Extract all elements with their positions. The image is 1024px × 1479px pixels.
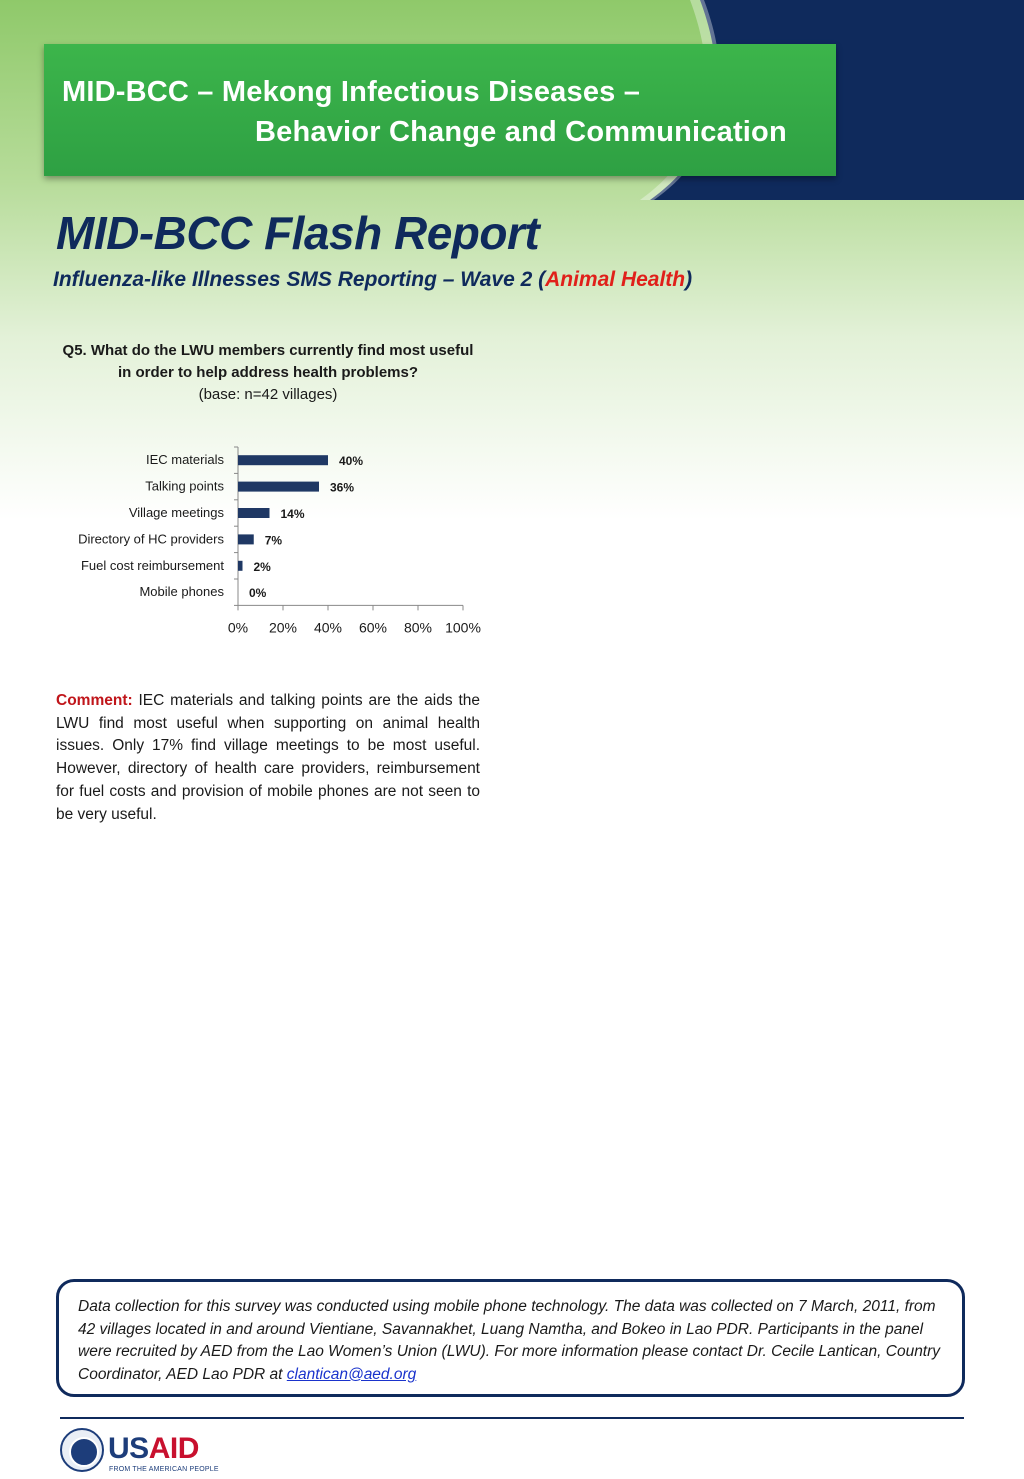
contact-email-link[interactable]: clantican@aed.org <box>286 1365 417 1383</box>
data-label: 40% <box>339 454 364 469</box>
usaid-tagline: FROM THE AMERICAN PEOPLE <box>109 1466 219 1473</box>
banner-line-1: MID-BCC – Mekong Infectious Diseases – <box>62 76 641 108</box>
question-base: (base: n=42 villages) <box>198 386 338 403</box>
data-label: 14% <box>280 507 305 521</box>
footer-paragraph <box>78 1296 948 1386</box>
data-label: 0% <box>249 586 267 601</box>
comment-text: IEC materials and talking points are the aids the LWU find most useful when supporting on animal health issues. Only 17% find village meetings to be most useful. However, directory of health care providers, reimbursement for fuel costs and provision of mobile phones are not seen to be very useful. <box>56 692 480 823</box>
bar <box>238 534 254 544</box>
x-tick-label: 100% <box>445 619 481 636</box>
data-label: 2% <box>253 559 271 574</box>
bar <box>238 508 270 518</box>
question-text: Q5. What do the LWU members currently find most useful in order to help address health problems? <box>62 342 474 381</box>
subtitle-accent: Animal Health <box>545 268 686 291</box>
category-label: Mobile phones <box>139 584 224 600</box>
program-banner <box>44 44 836 176</box>
usaid-seal-icon <box>60 1428 104 1472</box>
x-tick-label: 0% <box>227 619 249 636</box>
category-label: Village meetings <box>128 505 224 520</box>
data-collection-note <box>56 1279 965 1397</box>
comment-paragraph <box>56 690 480 826</box>
category-label: Fuel cost reimbursement <box>80 557 224 573</box>
data-label: 7% <box>264 533 283 548</box>
subtitle-text: Influenza-like Illnesses SMS Reporting – Wave 2 ( <box>53 268 546 291</box>
x-tick-label: 40% <box>313 619 343 636</box>
comment-label: Comment: <box>56 692 133 709</box>
x-tick-label: 80% <box>403 619 433 636</box>
bar <box>238 561 243 571</box>
footer-divider <box>60 1417 964 1419</box>
bar <box>238 455 328 465</box>
x-tick-label: 20% <box>268 619 298 636</box>
chart-question <box>56 340 480 406</box>
category-label: Directory of HC providers <box>78 531 224 547</box>
footer-text: Data collection for this survey was conducted using mobile phone technology. The data was collected on 7 March, 2011, from 42 villages located in and around Vientiane, Savannakhet, Luang Namtha, and Bokeo in Lao PDR. Participants in the panel were recruited by AED from the Lao Women’s Union (LWU). For more information please contact Dr. Cecile Lantican, Country Coordinator, AED Lao PDR at <box>78 1298 941 1383</box>
report-subtitle <box>53 268 692 292</box>
usaid-word-aid: AID <box>148 1432 199 1465</box>
bar-chart <box>40 440 500 645</box>
category-label: IEC materials <box>145 452 224 468</box>
usaid-word-us: US <box>108 1432 149 1465</box>
usaid-wordmark <box>108 1432 199 1466</box>
category-label: Talking points <box>145 478 224 494</box>
report-title: MID-BCC Flash Report <box>56 207 540 259</box>
data-label: 36% <box>330 480 355 495</box>
bar <box>238 482 319 492</box>
subtitle-close: ) <box>685 268 693 291</box>
usaid-logo <box>60 1428 220 1478</box>
banner-line-2: Behavior Change and Communication <box>255 116 787 148</box>
x-tick-label: 60% <box>358 619 388 636</box>
